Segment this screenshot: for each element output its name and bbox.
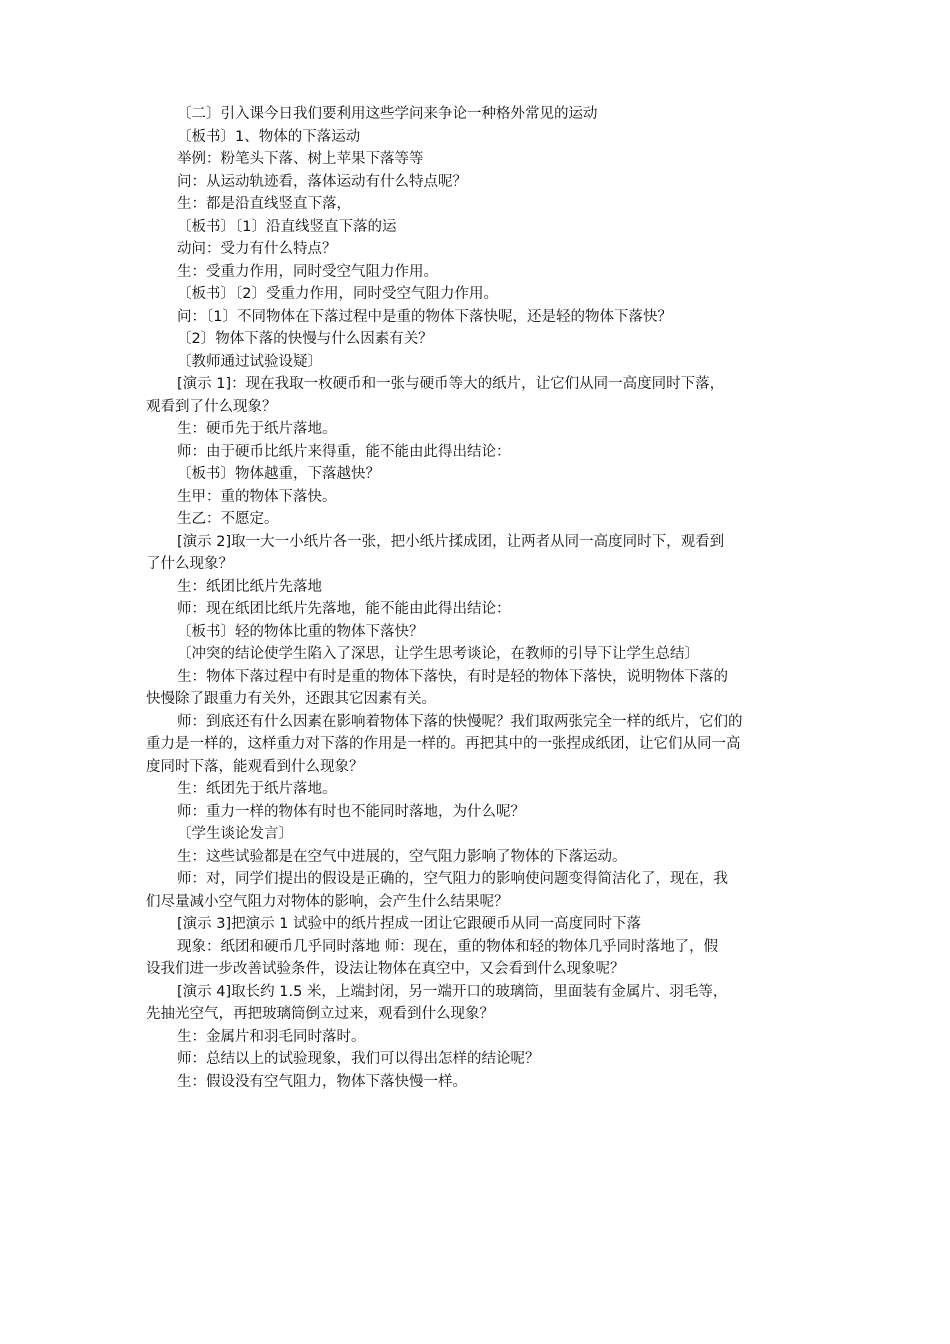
text-line: 问：〔1〕不同物体在下落过程中是重的物体下落快呢，还是轻的物体下落快？ [177, 308, 672, 325]
text-line: 现象：纸团和硬币几乎同时落地 师：现在，重的物体和轻的物体几乎同时落地了，假 [177, 938, 719, 955]
text-line: 〔板书〕〔1〕沿直线竖直下落的运 [177, 218, 397, 235]
text-line: 生甲：重的物体下落快。 [177, 488, 337, 505]
text-line: 〔2〕物体下落的快慢与什么因素有关？ [177, 331, 433, 347]
text-line: 师：重力一样的物体有时也不能同时落地，为什么呢？ [177, 803, 525, 820]
text-line: 〔板书〕物体越重，下落越快？ [177, 466, 380, 482]
text-line: 们尽量减小空气阻力对物体的影响，会产生什么结果呢？ [146, 893, 509, 910]
text-line: 设我们进一步改善试验条件，设法让物体在真空中，又会看到什么现象呢？ [146, 961, 625, 977]
text-line: 生：物体下落过程中有时是重的物体下落快，有时是轻的物体下落快，说明物体下落的 [177, 668, 728, 685]
text-line: 了什么现象？ [146, 556, 233, 572]
text-line: [演示 3]把演示 1 试验中的纸片捏成一团让它跟硬币从同一高度同时下落 [177, 916, 642, 932]
text-line: 动问：受力有什么特点？ [177, 241, 337, 257]
text-line: 重力是一样的，这样重力对下落的作用是一样的。再把其中的一张捏成纸团，让它们从同一高 [146, 736, 741, 752]
text-line: [演示 1]：现在我取一枚硬币和一张与硬币等大的纸片，让它们从同一高度同时下落， [177, 376, 725, 392]
text-line: 问：从运动轨迹看，落体运动有什么特点呢？ [177, 173, 467, 190]
text-line: 〔板书〕1、物体的下落运动 [177, 128, 361, 145]
text-line: 生：纸团先于纸片落地。 [177, 781, 337, 797]
text-line: 生：受重力作用，同时受空气阻力作用。 [177, 263, 438, 280]
text-line: 〔板书〕〔2〕受重力作用，同时受空气阻力作用。 [177, 286, 498, 302]
text-line: 生：硬币先于纸片落地。 [177, 421, 337, 437]
text-line: 〔二〕引入课今日我们要利用这些学问来争论一种格外常见的运动 [177, 106, 598, 122]
text-line: 〔冲突的结论使学生陷入了深思，让学生思考谈论，在教师的引导下让学生总结〕 [177, 646, 699, 662]
document-body [146, 103, 816, 1093]
text-line: 师：总结以上的试验现象，我们可以得出怎样的结论呢？ [177, 1051, 540, 1067]
text-line: 〔教师通过试验设疑〕 [177, 353, 322, 370]
text-line: 先抽光空气，再把玻璃筒倒立过来，观看到什么现象？ [146, 1006, 494, 1022]
text-line: 生：假设没有空气阻力，物体下落快慢一样。 [177, 1073, 467, 1090]
text-line: 师：到底还有什么因素在影响着物体下落的快慢呢？我们取两张完全一样的纸片，它们的 [177, 713, 743, 730]
text-line: 师：现在纸团比纸片先落地，能不能由此得出结论： [177, 601, 511, 617]
text-line: 师：由于硬币比纸片来得重，能不能由此得出结论： [177, 443, 511, 460]
text-line: 生：纸团比纸片先落地 [177, 578, 322, 595]
text-line: 观看到了什么现象？ [146, 398, 277, 415]
text-line: 度同时下落，能观看到什么现象？ [146, 758, 364, 775]
text-line: [演示 2]取一大一小纸片各一张，把小纸片揉成团，让两者从同一高度同时下，观看到 [177, 533, 725, 550]
text-line: 生：金属片和羽毛同时落时。 [177, 1028, 366, 1045]
text-line: 快慢除了跟重力有关外，还跟其它因素有关。 [146, 691, 436, 707]
text-line: 生：都是沿直线竖直下落， [177, 196, 351, 212]
text-line: 〔板书〕轻的物体比重的物体下落快？ [177, 623, 424, 640]
text-line: 举例：粉笔头下落、树上苹果下落等等 [177, 151, 424, 167]
text-line: [演示 4]取长约 1.5 米，上端封闭，另一端开口的玻璃筒，里面装有金属片、羽毛等， [177, 983, 728, 1000]
text-line: 师：对，同学们提出的假设是正确的，空气阻力的影响使问题变得简洁化了，现在，我 [177, 871, 728, 887]
text-line: 生乙：不愿定。 [177, 511, 279, 527]
text-line: 生：这些试验都是在空气中进展的，空气阻力影响了物体的下落运动。 [177, 848, 627, 865]
text-line: 〔学生谈论发言〕 [177, 826, 293, 842]
